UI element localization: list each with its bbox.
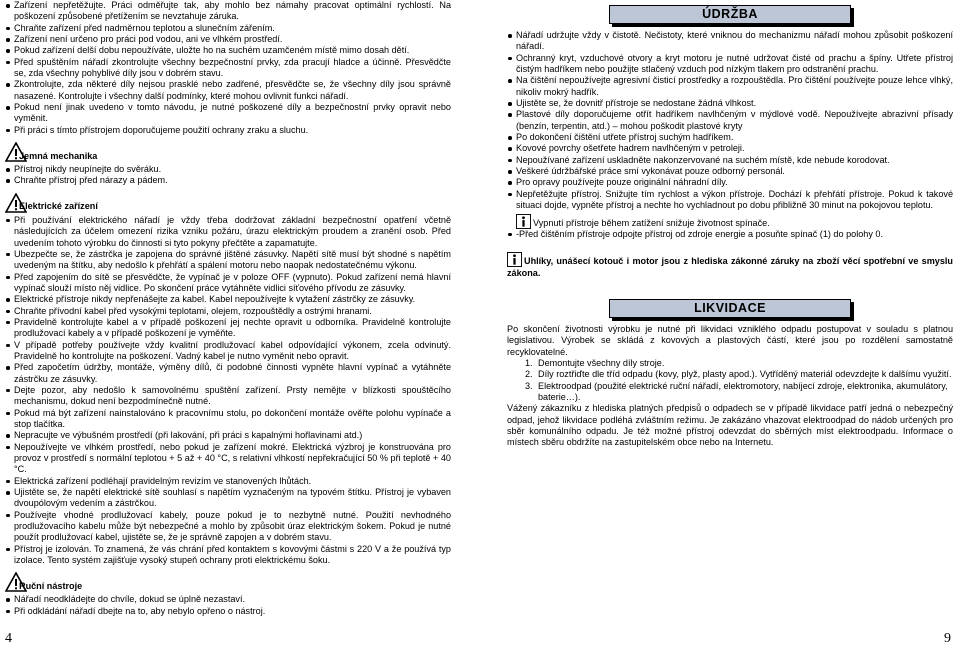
list-item: Nářadí neodkládejte do chvíle, dokud se úplně nezastaví. bbox=[5, 594, 451, 605]
list-item: Elektrické přístroje nikdy nepřenášejte za kabel. Kabel nepoužívejte k vytažení zástrčky ze zásuvky. bbox=[5, 294, 451, 305]
disposal-heading: LIKVIDACE bbox=[609, 299, 851, 318]
info-icon bbox=[516, 214, 531, 229]
list-item: Zařízení není určeno pro práci pod vodou, ani ve vlhkém prostředí. bbox=[5, 34, 451, 45]
list-item: Pokud zařízení delší dobu nepoužíváte, uložte ho na suchém uzamčeném místě mimo dosah dětí. bbox=[5, 45, 451, 56]
disposal-outro: Vážený zákazníku z hlediska platných předpisů o odpadech se v případě likvidace patří jedná o nebezpečný odpad, jehož likvidace podléhá zvláštním režimu. Je zakázáno vhazovat elektroodpad do nádob určených pro sběr komunálního odpadu. Je též možné přístroj odevzdat do sběrných míst elektroodpadu. Informace o místech sběru obdržíte na zastupitelském obce nebo na Internetu. bbox=[507, 403, 953, 448]
elec-section-header bbox=[5, 193, 451, 215]
disposal-step bbox=[507, 381, 953, 404]
hand-bullet-list bbox=[5, 594, 451, 617]
hand-title: Ruční nástroje bbox=[19, 581, 83, 592]
list-item: Ujistěte se, že napětí elektrické sítě souhlasí s napětím vyznačeným na typovém štítku. Přístroj je vybaven dvoupólovým vedením a zástrčkou. bbox=[5, 487, 451, 510]
right-page bbox=[507, 5, 953, 449]
maint-bullet-list bbox=[507, 30, 953, 212]
page-number-left: 4 bbox=[5, 631, 12, 646]
step-text: Díly roztřiďte dle tříd odpadu (kovy, plyž, plasty apod.). Vytříděný materiál odevzdejte k dalšímu využití. bbox=[538, 369, 952, 380]
list-item: Pokud má být zařízení nainstalováno k pracovnímu stolu, po dokončení montáže ověřte polohu vypínače a stop tlačítka. bbox=[5, 408, 451, 431]
list-item: Plastové díly doporučujeme otřít hadříkem navlhčeným v mýdlové vodě. Nepoužívejte abrazivní přísady (benzín, terpentin, atd.) – mohou poškodit plastové kryty bbox=[507, 109, 953, 132]
list-item: Chraňte přístroj před nárazy a pádem. bbox=[5, 175, 451, 186]
list-item: Při používání elektrického nářadí je vždy třeba dodržovat základní bezpečnostní opatření včetně následujících za účelem omezení rizika vzniku požáru, úrazu elektrickým proudem a zranění osob. Před uvedením tohoto výrobku do činnosti si tyto pokyny přečtěte a zapamatujte. bbox=[5, 215, 451, 249]
step-number: 3. bbox=[525, 380, 533, 391]
list-item: Před spuštěním nářadí zkontrolujte všechny bezpečnostní prvky, zda pracují hladce a účinně. Přesvědčte se, zda všechny pohyblivé díly jsou v dobrém stavu. bbox=[5, 57, 451, 80]
list-item: Veškeré údržbářské práce smí vykonávat pouze odborný personál. bbox=[507, 166, 953, 177]
list-item: Ubezpečte se, že zástrčka je zapojena do správné jištěné zásuvky. Napětí sítě musí být shodné s napětím uvedeným na štítku, aby nedošlo k přehřátí a spálení motoru nebo naopak nedostatečnému výkonu. bbox=[5, 249, 451, 272]
disposal-step bbox=[507, 369, 953, 380]
maintenance-heading: ÚDRŽBA bbox=[609, 5, 851, 24]
list-item: Pokud není jinak uvedeno v tomto návodu, je nutné poškozené díly a bezpečnostní prvky opravit nebo vyměnit. bbox=[5, 102, 451, 125]
intro-bullet-list bbox=[5, 0, 451, 136]
info-note-text: Vypnutí přístroje během zatížení snižuje životnost spínače. bbox=[533, 217, 770, 228]
info-icon bbox=[507, 252, 522, 267]
list-item: Pro opravy používejte pouze originální náhradní díly. bbox=[507, 177, 953, 188]
list-item: Ochranný kryt, vzduchové otvory a kryt motoru je nutné udržovat čisté od prachu a špíny. Utřete přístroj čistým hadříkem nebo použijte stlačený vzduch pod nízkým tlakem pro odstranění prachu. bbox=[507, 53, 953, 76]
warranty-note bbox=[507, 252, 953, 279]
list-item: Nepoužívejte ve vlhkém prostředí, nebo pokud je zařízení mokré. Elektrická výzbroj je konstruována pro provoz v prostředí s normální teplotou + 5 až + 40 °C, s relativní vlhkostí nepřekračující 50 % při teplotě + 40 °C. bbox=[5, 442, 451, 476]
list-item: Přístroj je izolován. To znamená, že vás chrání před kontaktem s kovovými částmi s 220 V a že používá typ izolace. Tento systém zajišťuje vysoký stupeň ochrany proti elektrickému šoku. bbox=[5, 544, 451, 567]
step-text: Demontujte všechny díly stroje. bbox=[538, 357, 665, 368]
list-item: Nepoužívané zařízení uskladněte nakonzervované na suchém místě, kde nebude korodovat. bbox=[507, 155, 953, 166]
step-text: Elektroodpad (použité elektrické ruční nářadí, elektromotory, nabíjecí zdroje, elektronika, akumulátory, baterie…). bbox=[538, 380, 948, 402]
list-item: Kovové povrchy ošetřete hadrem navlhčeným v petroleji. bbox=[507, 143, 953, 154]
list-item: Po dokončení čištění utřete přístroj suchým hadříkem. bbox=[507, 132, 953, 143]
step-number: 1. bbox=[525, 357, 533, 368]
list-item: Pravidelně kontrolujte kabel a v případě poškození jej nechte opravit u odborníka. Pravidelně kontrolujte prodlužovací kabely a v případě poškození je vyměňte. bbox=[5, 317, 451, 340]
list-item: Chraňte zařízení před nadměrnou teplotou a slunečním zářením. bbox=[5, 23, 451, 34]
list-item: Na čištění nepoužívejte agresivní čisticí prostředky a rozpouštědla. Pro čištění používejte pouze lehce vlhký, nikoliv mokrý hadřík. bbox=[507, 75, 953, 98]
warranty-note-text: Uhlíky, unášecí kotouč i motor jsou z hlediska zákonné záruky na zboží věcí spotřební ve smyslu zákona. bbox=[507, 256, 953, 278]
list-item: Zařízení nepřetěžujte. Práci odměřujte tak, aby mohlo bez námahy pracovat optimální rychlostí. Na poškození způsobené přetížením se nevztahuje záruka. bbox=[5, 0, 451, 23]
left-page bbox=[5, 0, 451, 617]
elec-title: Elektrické zařízení bbox=[19, 201, 98, 212]
hand-section-header bbox=[5, 572, 451, 594]
disposal-steps-list bbox=[507, 358, 953, 403]
list-item: Při odkládání nářadí dbejte na to, aby nebylo opřeno o nástroj. bbox=[5, 606, 451, 617]
list-item: Nářadí udržujte vždy v čistotě. Nečistoty, které vniknou do mechanizmu nářadí mohou způsobit poškození nářadí. bbox=[507, 30, 953, 53]
dash-note bbox=[507, 229, 953, 240]
list-item: Zkontrolujte, zda některé díly nejsou prasklé nebo zadřené, přesvědčte se, že všechny díly jsou správně nasazené. Kontrolujte i všechny další podmínky, které mohou ovlivnit funkci nářadí. bbox=[5, 79, 451, 102]
list-item: Přístroj nikdy neupínejte do svěráku. bbox=[5, 164, 451, 175]
list-item: Při práci s tímto přístrojem doporučujeme použití ochrany zraku a sluchu. bbox=[5, 125, 451, 136]
mech-title: Jemná mechanika bbox=[19, 150, 98, 161]
list-item: Chraňte přívodní kabel před vysokými teplotami, olejem, rozpouštědly a ostrými hranami. bbox=[5, 306, 451, 317]
mech-section-header bbox=[5, 142, 451, 164]
dash-note-text: -Před čištěním přístroje odpojte přístroj od zdroje energie a posuňte spínač (1) do polohy 0. bbox=[516, 228, 883, 239]
list-item: Ujistěte se, že dovnitř přístroje se nedostane žádná vlhkost. bbox=[507, 98, 953, 109]
page-number-right: 9 bbox=[944, 631, 951, 646]
elec-bullet-list bbox=[5, 215, 451, 567]
list-item: Před započetím údržby, montáže, výměny dílů, či podobné činnosti vypněte hlavní vypínač a vytáhněte zástrčku ze zásuvky. bbox=[5, 362, 451, 385]
list-item: Používejte vhodné prodlužovací kabely, pouze pokud je to nezbytně nutné. Použití nevhodného prodlužovacího kabelu může být nebezpečné a mohlo by způsobit úraz elektrickým šokem. Pokud je nutné použít prodlužovací kabel, ujistěte se, že je správně zapojen a v dobrém stavu. bbox=[5, 510, 451, 544]
list-item: V případě potřeby používejte vždy kvalitní prodlužovací kabel odpovídající výkonem, zcela odvinutý. Pravidelně ho kontrolujte na poškození. Vadný kabel je nutno vyměnit nebo opravit. bbox=[5, 340, 451, 363]
list-item: Před zapojením do sítě se přesvědčte, že vypínač je v poloze OFF (vypnuto). Pokud zařízení nemá hlavní vypínač slouží místo něj vidlice. Po skončení práce vytáhněte vidlici síťového přívodu ze zásuvky. bbox=[5, 272, 451, 295]
disposal-intro: Po skončení životnosti výrobku je nutné při likvidaci vzniklého odpadu postupovat v souladu s platnou legislativou. Výrobek se skládá z kovových a plastových částí, které jsou po rozdělení samostatně recyklovatelné. bbox=[507, 323, 953, 357]
mech-bullet-list bbox=[5, 164, 451, 187]
list-item: Elektrická zařízení podléhají pravidelným revizím ve stanovených lhůtách. bbox=[5, 476, 451, 487]
list-item: Dejte pozor, aby nedošlo k samovolnému spuštění zařízení. Prsty nemějte v blízkosti spouštěcího mechanismu, dokud není bezpodmínečně nutné. bbox=[5, 385, 451, 408]
list-item: Nepřetěžujte přístroj. Snižujte tím rychlost a výkon přístroje. Dochází k přehřátí přístroje. Pokud k takové situaci dojde, vypněte přístroj a nechte ho vychladnout po dobu přibližně 30 minut na pokojovou teplotu. bbox=[507, 189, 953, 212]
disposal-step bbox=[507, 358, 953, 369]
step-number: 2. bbox=[525, 369, 533, 380]
info-note bbox=[507, 214, 953, 229]
list-item: Nepracujte ve výbušném prostředí (při lakování, při práci s kapalnými hořlavinami atd.) bbox=[5, 430, 451, 441]
